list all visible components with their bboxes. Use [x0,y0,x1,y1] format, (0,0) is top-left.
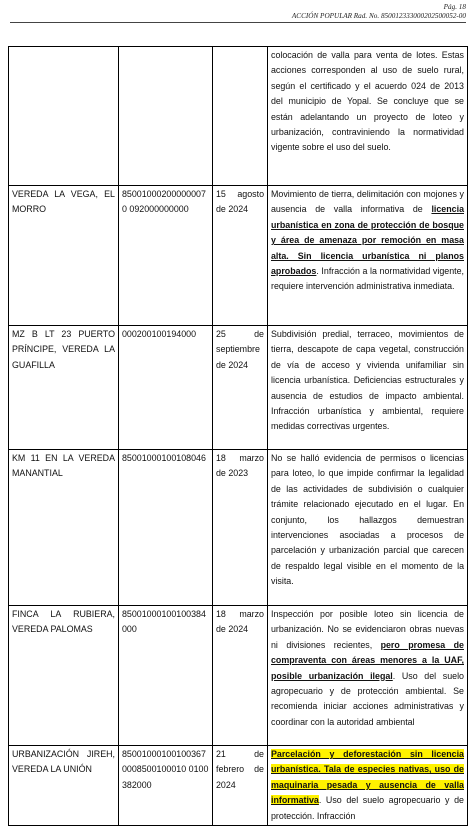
cadastral-cell [119,326,213,450]
cadastral-cell [119,450,213,606]
observation-text: . Uso del suelo agropecuario y de protección. Infracción [271,795,464,821]
observation-text: . Infracción a la normatividad vigente, requiere intervención administrativa inmediata. [271,266,464,292]
table-row [9,606,468,746]
location-cell [9,746,119,826]
observation-cell [268,186,468,326]
cadastral-cell [119,47,213,186]
location-text: FINCA LA RUBIERA, VEREDA PALOMAS [12,609,115,635]
date-cell [213,47,268,186]
observation-emphasis: pero promesa de compraventa con áreas menores a la UAF, posible urbanización ilegal [271,639,464,681]
table-row [9,47,468,186]
observation-text: No se halló evidencia de permisos o licencias para loteo, lo que impide confirmar la legalidad de las actividades de subdivisión o cualquier trámite relacionado ejecutado en el lugar. En conjunto, los hallazgos demuestran intervenciones asociadas a procesos de parcelación y urbanización parcial que carecen de respaldo legal visible en el momento de la visita. [271,453,464,587]
location-text: MZ B LT 23 PUERTO PRÍNCIPE, VEREDA LA GUAFILLA [12,329,115,370]
cadastral-code: 85001000100108046 [122,453,206,463]
observation-cell [268,746,468,826]
cadastral-code: 000200100194000 [122,329,197,339]
inspection-table [8,46,468,826]
date-cell [213,746,268,826]
location-cell [9,47,119,186]
cadastral-cell [119,746,213,826]
observation-text: Subdivisión predial, terraceo, movimientos de tierra, descapote de capa vegetal, construcción de vía de acceso y vivienda unifamiliar sin licencia urbanística. Deficiencias estructurales y ausencia de estudios de impacto ambiental. Infracción urbanística y ambiental, requiere medidas correctivas urgentes. [271,329,464,432]
location-text: VEREDA LA VEGA, EL MORRO [12,189,115,215]
observation-cell [268,606,468,746]
visit-date: 18 marzo de 2023 [216,453,264,479]
cadastral-code: 850010001001003670008500100010 0100382000 [122,749,209,790]
location-cell [9,450,119,606]
observation-cell [268,47,468,186]
observation-emphasis: licencia urbanística en zona de protección de bosque y área de amenaza por remoción en masa alta. Sin licencia urbanística ni planos aprobados [271,204,464,277]
observation-text: Movimiento de tierra, delimitación con mojones y ausencia de valla informativa de [271,189,464,215]
visit-date: 18 marzo de 2024 [216,609,264,635]
observation-text: . Uso del suelo agropecuario y de protección ambiental. Se recomienda iniciar acciones administrativas y coordinar con la autoridad ambiental [271,670,464,727]
observation-text: Inspección por posible loteo sin licencia de urbanización. No se evidenciaron obras nuevas ni divisiones recientes, [271,609,464,650]
cadastral-cell [119,186,213,326]
table-row [9,450,468,606]
table-row [9,746,468,826]
observation-cell [268,450,468,606]
observation-highlight: Parcelación y deforestación sin licencia urbanística. Tala de especies nativas, uso de maquinaria pesada y ausencia de valla informativa [271,749,464,806]
page-header [292,3,466,21]
location-cell [9,326,119,450]
table-row [9,186,468,326]
date-cell [213,326,268,450]
table-row [9,326,468,450]
visit-date: 15 agosto de 2024 [216,189,264,215]
location-text: KM 11 EN LA VEREDA MANANTIAL [12,453,115,479]
date-cell [213,186,268,326]
page-number: Pág. 18 [443,3,466,11]
cadastral-code: 850010002000000070 092000000000 [122,189,206,215]
case-reference: ACCIÓN POPULAR Rad. No. 850012333000202500052-00 [291,12,466,20]
cadastral-cell [119,606,213,746]
visit-date: 21 de febrero de 2024 [216,749,264,790]
location-text: URBANIZACIÓN JIREH, VEREDA LA UNIÓN [12,749,115,775]
location-cell [9,186,119,326]
location-cell [9,606,119,746]
date-cell [213,606,268,746]
header-rule [10,22,466,23]
observation-text: colocación de valla para venta de lotes. Estas acciones corresponden al uso de suelo rural, según el certificado y el acuerdo 024 de 2013 del municipio de Yopal. Se concluye que se están adelantando un proyecto de loteo y urbanización, contraviniendo la normatividad vigente sobre el uso del suelo. [271,50,464,153]
date-cell [213,450,268,606]
cadastral-code: 85001000100100384000 [122,609,206,635]
visit-date: 25 de septiembre de 2024 [216,329,264,370]
observation-cell [268,326,468,450]
